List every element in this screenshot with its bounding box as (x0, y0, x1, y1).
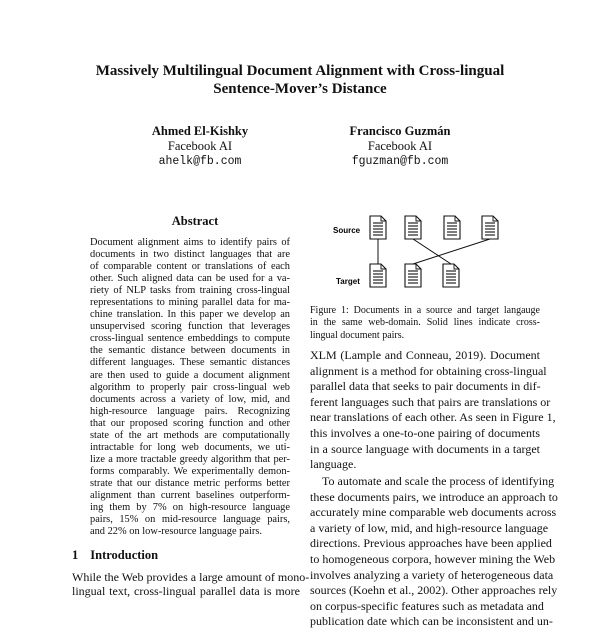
text-line: representations to mining parallel data for ma- (90, 297, 290, 309)
alignment-line (413, 239, 451, 264)
text-line: strate that our distance metric performs better (90, 477, 290, 489)
author-block-1 (100, 124, 300, 169)
section-heading-introduction (72, 548, 170, 563)
title-line-2: Sentence-Mover’s Distance (213, 81, 387, 97)
text-line: to homogeneous corpora, however mining the Web (310, 551, 556, 566)
text-line: chine translation. In this paper we develop an (90, 309, 290, 321)
section-number: 1 (72, 548, 79, 562)
text-line: documents across a variety of low, mid, and (90, 393, 290, 405)
right-paragraph-1 (310, 348, 556, 473)
text-line: other. Such aligned data can be used for a va- (90, 273, 290, 285)
text-line: that our proposed scoring function and other (90, 417, 290, 429)
abstract-heading: Abstract (171, 214, 219, 228)
text-line: a variety of low, mid, and high-resource language (310, 520, 549, 535)
text-line: lize a more tractable greedy algorithm that per- (90, 453, 290, 465)
text-line: ing them by 7% on high-resource language (90, 502, 290, 514)
text-line: and 22% on low-resource language pairs. (90, 526, 262, 538)
text-line: these documents pairs, we introduce an approach to (310, 489, 558, 504)
text-line: XLM (Lample and Conneau, 2019). Document (310, 348, 540, 362)
text-line: near translations of each other. As seen in Figure 1, (310, 410, 556, 425)
text-line: are then used to guide a document alignment (90, 369, 290, 381)
alignment-line (413, 239, 490, 264)
source-document-icon (482, 216, 498, 239)
text-line: parallel data that seeks to pair documents in dif- (310, 379, 541, 394)
paper-title (0, 62, 600, 98)
author-email: ahelk@fb.com (158, 155, 242, 168)
source-document-icon (405, 216, 421, 239)
text-line: intractable for long web documents, we uti- (90, 441, 290, 453)
target-document-icon (405, 264, 421, 287)
author-affiliation: Facebook AI (167, 139, 233, 153)
text-line: different languages. These semantic distances (90, 357, 290, 369)
source-document-icon (370, 216, 386, 239)
text-line: accurately mine comparable web documents across (310, 505, 557, 520)
right-paragraph-2 (310, 474, 558, 630)
introduction-body (72, 570, 310, 598)
text-line: lingual text, cross-lingual parallel data is more (72, 584, 300, 598)
figure-1-caption (310, 305, 540, 342)
text-line: on corpus-specific features such as metadata and (310, 598, 544, 613)
text-line: language. (310, 457, 357, 472)
text-line: in the same web-domain. Solid lines indicate cross- (310, 317, 540, 329)
author-name: Ahmed El-Kishky (151, 124, 249, 138)
author-affiliation: Facebook AI (367, 139, 433, 153)
text-line: state of the art methods are computationally (90, 429, 290, 441)
text-line: Figure 1: Documents in a source and target langauge (310, 305, 540, 316)
text-line: ferent languages such that pairs are translations or (310, 394, 551, 409)
text-line: high-resource language pairs. Recognizing (90, 405, 290, 417)
target-document-icon (443, 264, 459, 287)
author-name: Francisco Guzmán (349, 124, 451, 138)
abstract-body (90, 237, 290, 538)
text-line: of comparable content or translations of each (90, 261, 290, 273)
text-line: in a source language with documents in a target (310, 441, 540, 456)
text-line: sources (Koehn et al., 2002). Other approaches rely (310, 583, 558, 598)
text-line: While the Web provides a large amount of mono- (72, 570, 310, 584)
target-label: Target (336, 277, 360, 286)
text-line: pairs, 15% on mid-resource language pairs, (90, 514, 290, 526)
text-line: alignment than current baselines outperform- (90, 489, 290, 501)
text-line: directions. Previous approaches have been applied (310, 536, 552, 551)
text-line: To automate and scale the process of identifying (322, 474, 555, 488)
text-line: the semantic distance between documents in (90, 345, 290, 357)
author-block-2 (300, 124, 500, 169)
text-line: this involves a one-to-one pairing of documents (310, 425, 540, 440)
text-line: involves analyzing a variety of heterogeneous data (310, 567, 554, 582)
source-label: Source (333, 226, 361, 235)
figure-1-diagram (310, 206, 540, 298)
text-line: forms comparably. We experimentally demon- (90, 465, 290, 477)
text-line: alignment is a method for obtaining cross-lingual (310, 363, 547, 378)
text-line: unsupervised scoring function that leverages (90, 321, 290, 333)
target-document-icon (370, 264, 386, 287)
text-line: lingual document pairs. (310, 329, 405, 341)
text-line: cross-lingual sentence embeddings to compute (90, 333, 290, 345)
text-line: riety of NLP tasks from training cross-lingual (90, 285, 290, 297)
source-document-icon (444, 216, 460, 239)
title-line-1: Massively Multilingual Document Alignment with Cross-lingual (95, 63, 505, 79)
text-line: Document alignment aims to identify pairs of (90, 237, 290, 248)
text-line: documents in two distinct languages that are (90, 249, 290, 261)
section-title: Introduction (90, 548, 159, 562)
text-line: publication date which can be inconsistent and un- (310, 614, 553, 629)
text-line: algorithm to properly pair cross-lingual web (90, 381, 290, 393)
author-email: fguzman@fb.com (351, 155, 449, 168)
